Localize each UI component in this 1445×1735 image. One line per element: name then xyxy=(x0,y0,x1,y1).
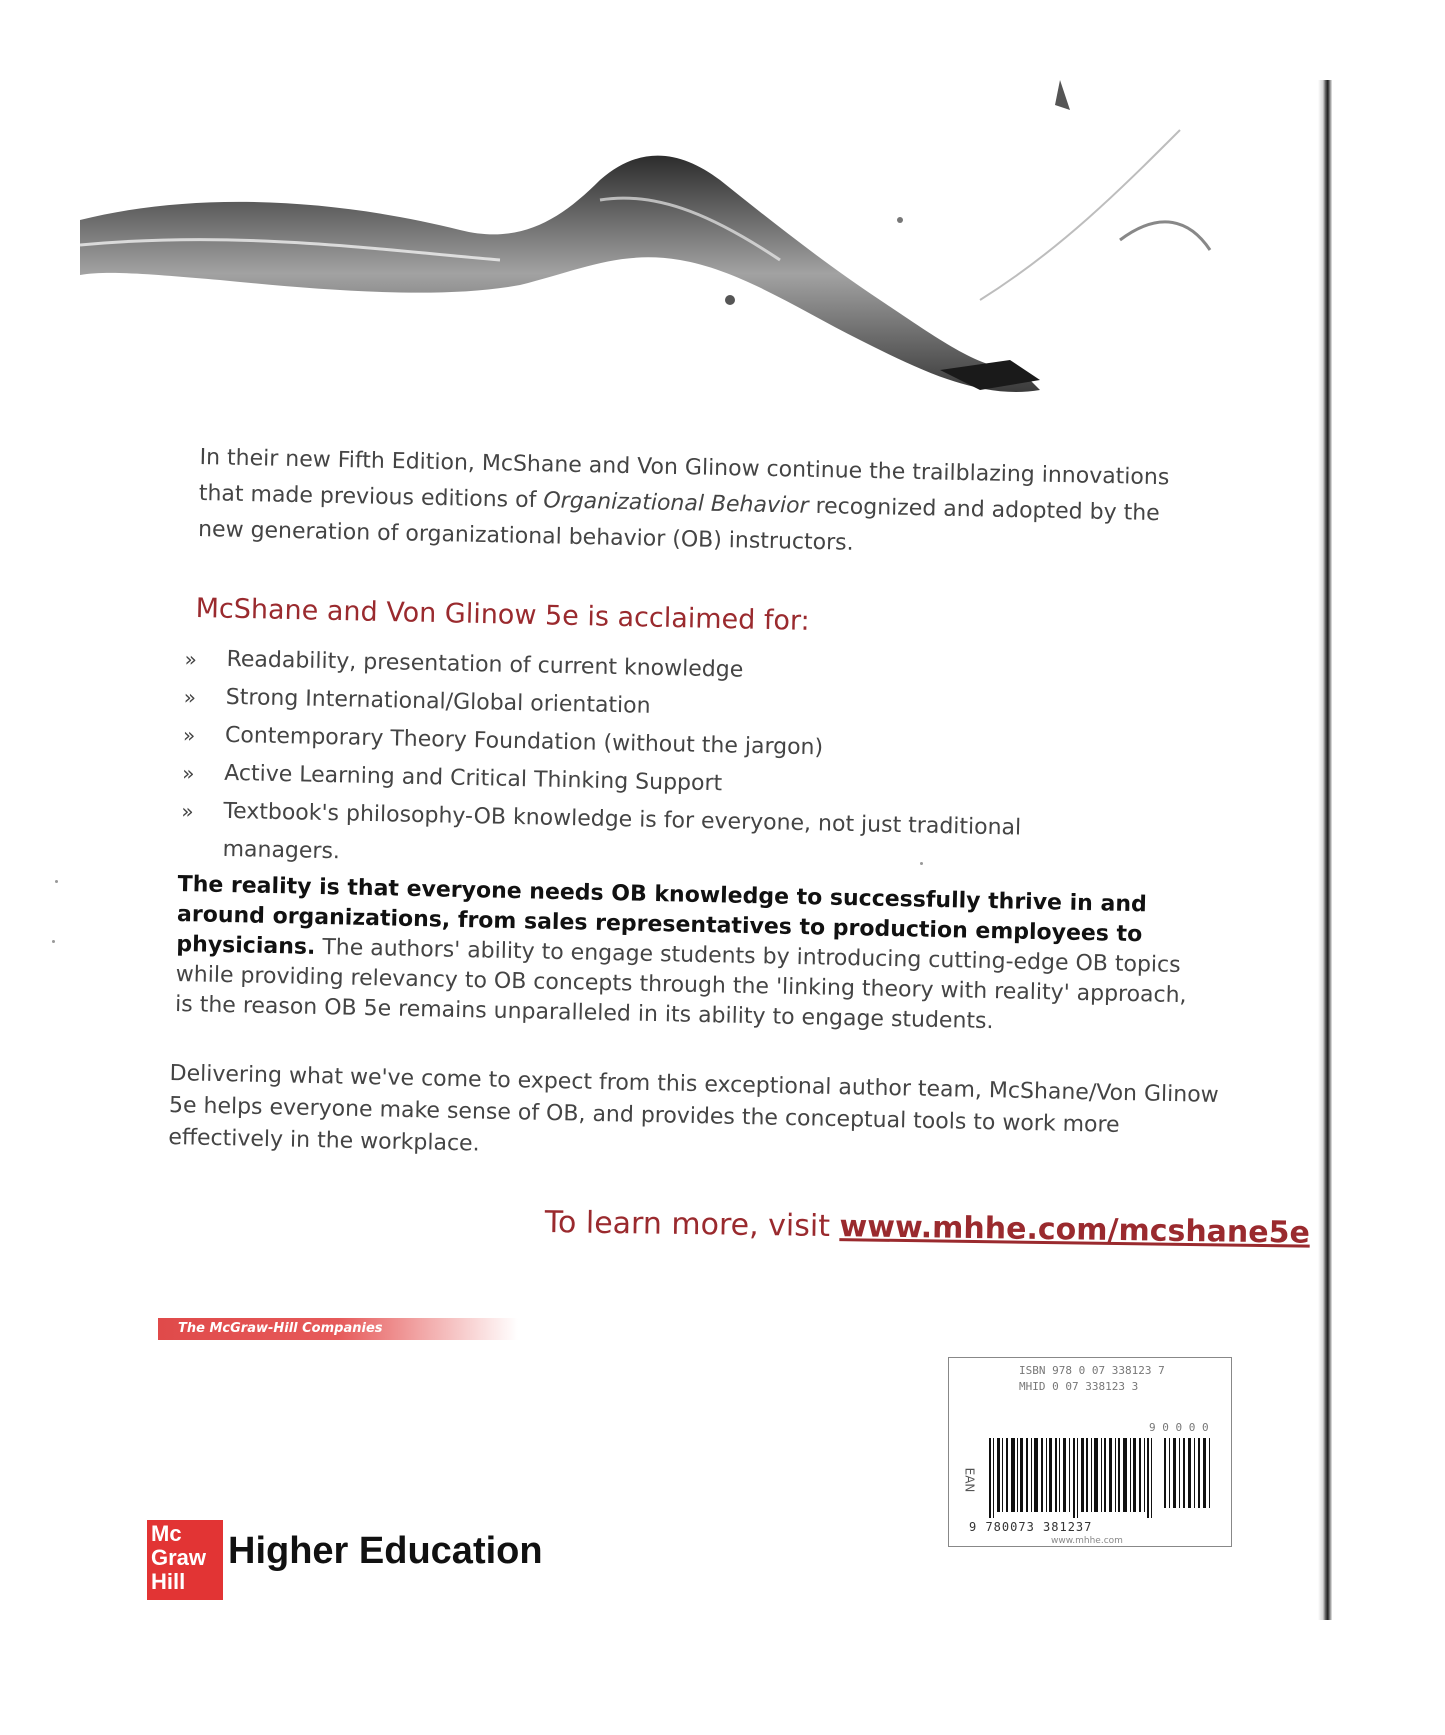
reality-bold-text: The reality is that everyone needs OB knowledge to successfully thrive in and around organizations, from sales representatives to production employees to physicians. xyxy=(176,871,1148,960)
mhid-text: MHID 0 07 338123 3 xyxy=(1019,1380,1139,1393)
bullet-marker: » xyxy=(183,684,197,710)
mcgraw-hill-logo xyxy=(147,1520,223,1600)
barcode-digits: 9 780073 381237 xyxy=(969,1520,1093,1534)
bullet-marker: » xyxy=(181,760,195,786)
list-item-text: Textbook's philosophy-OB knowledge is for everyone, not just traditional managers. xyxy=(222,798,1022,865)
dust-speck xyxy=(52,940,55,943)
delivering-paragraph: Delivering what we've come to expect from this exceptional author team, McShane/Von Glinow 5e helps everyone make sense of OB, and provides the conceptual tools to work more effectively in the workplace. xyxy=(168,1060,1219,1157)
publisher-strip: The McGraw-Hill Companies xyxy=(158,1318,518,1340)
acclaim-heading: McShane and Von Glinow 5e is acclaimed for: xyxy=(195,593,810,637)
barcode-addon-digits: 9 0 0 0 0 xyxy=(1149,1421,1209,1434)
list-item-text: Contemporary Theory Foundation (without the jargon) xyxy=(224,722,824,761)
list-item-text: Strong International/Global orientation xyxy=(225,684,651,719)
logo-line-1: Mc xyxy=(151,1521,182,1546)
ean-label: EAN xyxy=(962,1467,977,1493)
intro-paragraph xyxy=(198,440,1190,569)
bullet-marker: » xyxy=(184,646,198,672)
barcode-site-text: www.mhhe.com xyxy=(1051,1536,1123,1546)
logo-line-3: Hill xyxy=(151,1569,186,1594)
acclaim-list xyxy=(180,640,1145,888)
isbn-text: ISBN 978 0 07 338123 7 xyxy=(1019,1364,1165,1377)
dust-speck xyxy=(920,862,923,865)
bullet-marker: » xyxy=(181,798,194,824)
logo-line-2: Graw xyxy=(151,1545,207,1570)
learn-more-url-link[interactable]: www.mhhe.com/mcshane5e xyxy=(839,1209,1311,1251)
reality-paragraph xyxy=(175,870,1198,1041)
intro-text-before: In their new Fifth Edition, McShane and Von Glinow continue the trailblazing innovations that made previous editions of xyxy=(198,444,1170,514)
learn-more-prefix: To learn more, visit xyxy=(544,1205,840,1245)
dust-speck xyxy=(55,880,58,883)
barcode-box xyxy=(948,1357,1232,1547)
bullet-marker: » xyxy=(182,722,196,748)
list-item-text: Active Learning and Critical Thinking Support xyxy=(223,760,723,797)
intro-text-after: recognized and adopted by the new generation of organizational behavior (OB) instructors. xyxy=(197,493,1160,556)
water-splash-illustration xyxy=(80,70,1330,450)
reality-text: The authors' ability to engage students by introducing cutting-edge OB topics while providing relevancy to OB concepts through the 'linking theory with reality' approach, is the reason OB 5e remains unparalleled in its ability to engage students. xyxy=(174,934,1187,1035)
list-item-text: Readability, presentation of current knowledge xyxy=(226,646,744,683)
division-name: Higher Education xyxy=(228,1530,543,1572)
barcode-bars-icon xyxy=(989,1438,1219,1518)
book-title: Organizational Behavior xyxy=(543,488,809,519)
learn-more-line xyxy=(545,1205,1311,1251)
